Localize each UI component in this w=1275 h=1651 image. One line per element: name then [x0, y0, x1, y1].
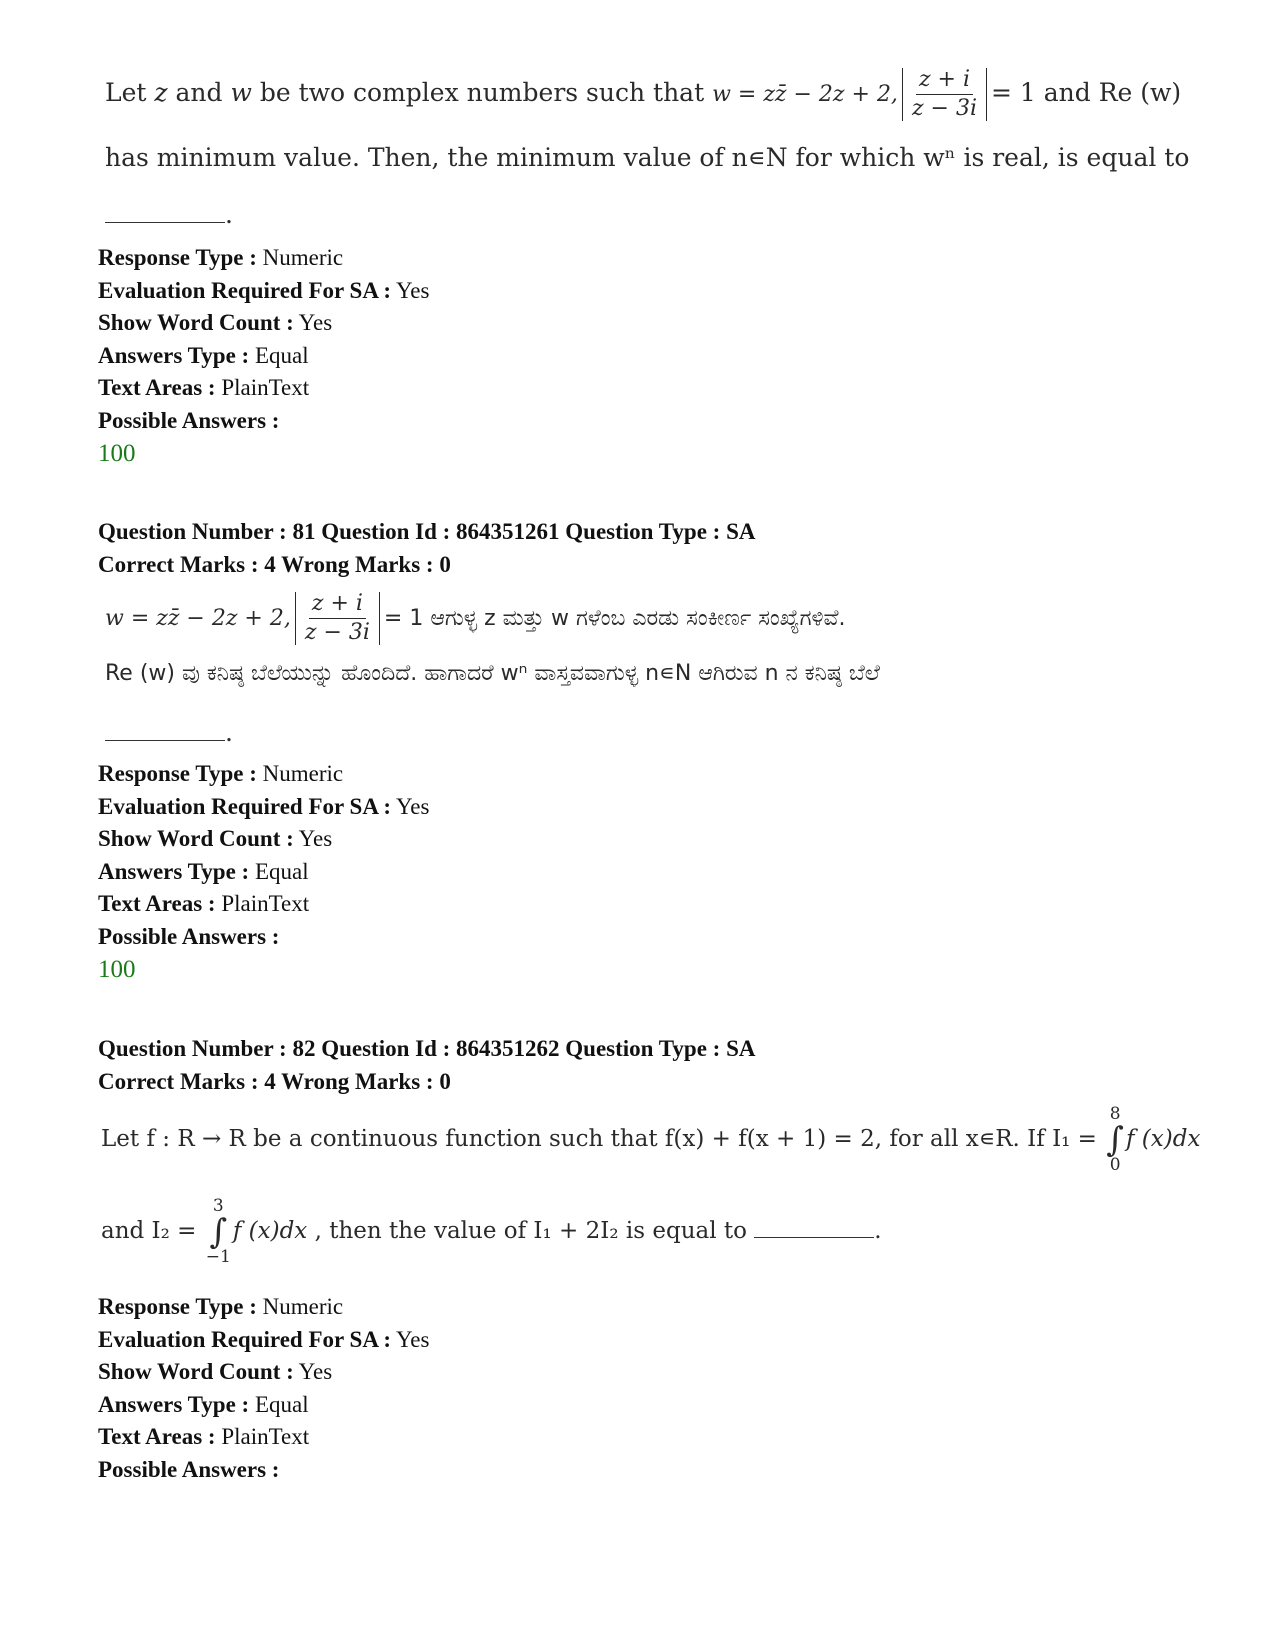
word-count-label: Show Word Count : — [98, 826, 294, 851]
evaluation-row — [98, 791, 429, 824]
meta-block-2 — [98, 758, 429, 953]
evaluation-value: Yes — [391, 1326, 430, 1352]
possible-answers-label: Possible Answers : — [98, 923, 280, 949]
integral-sign-icon: ∫ — [209, 1212, 228, 1252]
word-count-label: Show Word Count : — [98, 310, 294, 335]
possible-answers-label: Possible Answers : — [98, 407, 280, 433]
meta-block-3 — [98, 1291, 429, 1486]
answers-type-value: Equal — [249, 858, 309, 884]
q80-text-let: Let — [105, 78, 155, 108]
q81-fraction-numerator: z + i — [309, 592, 366, 619]
q82-integral-1 — [1106, 1106, 1124, 1174]
possible-answers-row — [98, 1454, 429, 1487]
text-areas-value: PlainText — [215, 1424, 310, 1449]
word-count-row — [98, 307, 429, 340]
response-type-value: Numeric — [256, 761, 344, 786]
text-areas-label: Text Areas : — [98, 891, 216, 916]
text-areas-value: PlainText — [215, 375, 310, 400]
evaluation-label: Evaluation Required For SA : — [98, 277, 392, 303]
q82-line-1 — [101, 1106, 1200, 1174]
word-count-value: Yes — [293, 310, 333, 335]
integral-upper-limit: 8 — [1109, 1104, 1121, 1124]
q80-text-complex: be two complex numbers such that — [251, 78, 713, 108]
q82-function-statement: Let f : R → R be a continuous function such that f(x) + f(x + 1) = 2, for all x∊R. If I₁ = — [101, 1126, 1097, 1152]
q81-equation: w = zz̄ − 2z + 2, — [105, 606, 291, 632]
response-type-value: Numeric — [256, 245, 344, 270]
text-areas-row — [98, 1421, 429, 1454]
word-count-label: Show Word Count : — [98, 1359, 294, 1384]
answers-type-row — [98, 1389, 429, 1422]
q80-period: . — [225, 200, 233, 229]
q82-integrand-1: f (x)dx — [1125, 1126, 1201, 1152]
question-header: Question Number : 82 Question Id : 864351262 Question Type : SA — [98, 1036, 756, 1061]
evaluation-label: Evaluation Required For SA : — [98, 793, 392, 819]
evaluation-label: Evaluation Required For SA : — [98, 1326, 392, 1352]
q81-fraction-denominator: z − 3i — [304, 620, 370, 646]
integral-lower-limit: −1 — [205, 1247, 231, 1267]
q82-integrand-2: f (x)dx — [232, 1218, 308, 1244]
question-header: Question Number : 81 Question Id : 864351261 Question Type : SA — [98, 519, 756, 544]
q81-modulus-fraction — [295, 592, 380, 645]
answer-value-1: 100 — [98, 440, 136, 467]
q81-header — [98, 516, 756, 581]
q80-line-2: has minimum value. Then, the minimum value of n∊N for which wⁿ is real, is equal to — [105, 143, 1190, 172]
evaluation-value: Yes — [391, 793, 430, 819]
q81-line-2: Re (w) ವು ಕನಿಷ್ಠ ಬೆಲೆಯುನ್ನು ಹೊಂದಿದೆ. ಹಾಗಾದರೆ wⁿ ವಾಸ್ತವವಾಗುಳ್ಳ n∊N ಆಗಿರುವ n ನ ಕನಿಷ್ಠ ಬೆಲೆ — [105, 661, 880, 686]
answers-type-value: Equal — [249, 342, 309, 368]
response-type-label: Response Type : — [98, 761, 257, 786]
answers-type-label: Answers Type : — [98, 858, 250, 884]
evaluation-row — [98, 1324, 429, 1357]
q82-integral-2 — [206, 1198, 231, 1266]
answers-type-row — [98, 856, 429, 889]
q80-var-w: w — [230, 78, 252, 108]
q81-kannada-text-1: = 1 ಆಗುಳ್ಳ z ಮತ್ತು w ಗಳೆಂಬ ಎರಡು ಸಂಕೀರ್ಣ ಸಂಖ್ಯೆಗಳಿವೆ. — [383, 606, 846, 632]
possible-answers-row — [98, 405, 429, 438]
possible-answers-label: Possible Answers : — [98, 1456, 280, 1482]
text-areas-label: Text Areas : — [98, 375, 216, 400]
q80-line-3 — [105, 200, 233, 229]
q81-line-3 — [105, 718, 233, 747]
possible-answers-row — [98, 921, 429, 954]
meta-block-1 — [98, 242, 429, 437]
evaluation-row — [98, 275, 429, 308]
q80-equation: w = zz̄ − 2z + 2, — [712, 82, 898, 108]
q80-answer-blank — [105, 221, 225, 223]
word-count-row — [98, 1356, 429, 1389]
q82-then-value: , then the value of I₁ + 2I₂ is equal to — [307, 1218, 755, 1244]
response-type-row — [98, 242, 429, 275]
text-areas-row — [98, 888, 429, 921]
q80-var-z: z — [154, 78, 168, 108]
word-count-row — [98, 823, 429, 856]
word-count-value: Yes — [293, 826, 333, 851]
q81-period: . — [225, 718, 233, 747]
response-type-label: Response Type : — [98, 245, 257, 270]
question-marks: Correct Marks : 4 Wrong Marks : 0 — [98, 551, 451, 577]
text-areas-label: Text Areas : — [98, 1424, 216, 1449]
q82-answer-blank — [754, 1236, 874, 1238]
text-areas-value: PlainText — [215, 891, 310, 916]
evaluation-value: Yes — [391, 277, 430, 303]
q82-and-i2: and I₂ = — [101, 1218, 197, 1244]
q81-line-1 — [105, 592, 845, 645]
q82-line-2 — [101, 1198, 882, 1266]
q82-period: . — [874, 1218, 882, 1244]
answers-type-row — [98, 340, 429, 373]
response-type-value: Numeric — [256, 1294, 344, 1319]
integral-lower-limit: 0 — [1109, 1155, 1121, 1175]
q80-re-w: and Re (w) — [1035, 78, 1182, 108]
answers-type-label: Answers Type : — [98, 1391, 250, 1417]
answer-value-2: 100 — [98, 956, 136, 983]
q81-answer-blank — [105, 739, 225, 741]
response-type-row — [98, 758, 429, 791]
text-areas-row — [98, 372, 429, 405]
q80-text-and: and — [167, 78, 231, 108]
answers-type-label: Answers Type : — [98, 342, 250, 368]
q80-line-1 — [105, 68, 1181, 121]
q82-header — [98, 1033, 756, 1098]
q80-equals-one: = 1 — [990, 78, 1036, 108]
q80-modulus-fraction — [902, 68, 987, 121]
integral-upper-limit: 3 — [212, 1196, 224, 1216]
word-count-value: Yes — [293, 1359, 333, 1384]
q80-fraction-numerator: z + i — [916, 68, 973, 95]
q80-fraction-denominator: z − 3i — [911, 96, 977, 122]
answers-type-value: Equal — [249, 1391, 309, 1417]
response-type-row — [98, 1291, 429, 1324]
question-marks: Correct Marks : 4 Wrong Marks : 0 — [98, 1068, 451, 1094]
integral-sign-icon: ∫ — [1106, 1120, 1124, 1160]
response-type-label: Response Type : — [98, 1294, 257, 1319]
